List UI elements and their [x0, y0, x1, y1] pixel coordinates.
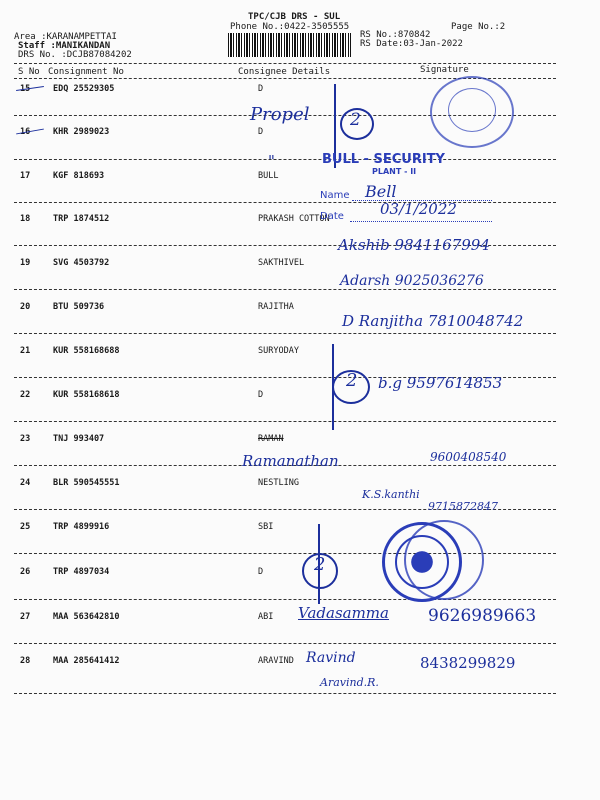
stamp-date-label: Date — [320, 211, 344, 222]
row-consignee: SURYODAY — [258, 346, 299, 356]
handwriting-bull-name: Bell — [365, 182, 397, 201]
row-sno: 27 — [20, 612, 31, 622]
handwriting-row-27-phone: 9626989663 — [428, 606, 537, 626]
handwriting-count: 2 — [346, 370, 358, 391]
stamp-line — [350, 221, 492, 222]
handwriting-ditto: " — [268, 152, 275, 170]
row-sno: 21 — [20, 346, 31, 356]
handwriting-bull-date: 03/1/2022 — [380, 200, 457, 218]
row-consignment: TRP 4899916 — [53, 522, 110, 532]
row-consignment: BLR 590545551 — [53, 478, 120, 488]
row-sno: 25 — [20, 522, 31, 532]
row-consignee: ARAVIND — [258, 656, 294, 666]
handwriting-row-23-name: Ramanathan — [242, 452, 339, 470]
row-sno: 20 — [20, 302, 31, 312]
row-consignment: TNJ 993407 — [53, 434, 105, 444]
handwriting-row-27-name: Vadasamma — [298, 604, 389, 622]
page-number: Page No.:2 — [451, 22, 506, 32]
handwriting-row-20: D Ranjitha 7810048742 — [342, 312, 524, 330]
row-consignee: BULL — [258, 171, 279, 181]
row-consignee: PRAKASH COTTON — [258, 214, 330, 224]
area: Area :KARANAMPETTAI — [14, 32, 117, 42]
drs-number: DRS No. :DCJB87084202 — [18, 50, 132, 60]
row-consignment: TRP 1874512 — [53, 214, 110, 224]
row-sno: 17 — [20, 171, 31, 181]
row-consignee: RAMAN — [258, 434, 284, 444]
divider — [14, 333, 556, 334]
divider — [14, 63, 556, 64]
handwriting-row-28-phone: 8438299829 — [420, 654, 516, 672]
handwriting-row-21: b.g 9597614853 — [378, 374, 503, 392]
handwriting-row-18: Akshib 9841167994 — [338, 236, 490, 254]
divider — [14, 421, 556, 422]
divider — [14, 599, 556, 600]
row-consignee: D — [258, 390, 264, 400]
handwriting-row-24-phone: 9715872847 — [428, 500, 498, 513]
col-sno: S No — [18, 67, 40, 77]
row-sno: 23 — [20, 434, 31, 444]
divider — [14, 202, 556, 203]
company-seal-inner — [448, 88, 496, 132]
row-consignment: SVG 4503792 — [53, 258, 110, 268]
rs-date: RS Date:03-Jan-2022 — [360, 39, 463, 49]
row-consignment: KUR 558168688 — [53, 346, 120, 356]
row-consignment: KGF 818693 — [53, 171, 105, 181]
row-consignment: TRP 4897034 — [53, 567, 110, 577]
row-consignment: KHR 2989023 — [53, 127, 110, 137]
col-consignee: Consignee Details — [238, 67, 331, 77]
row-consignment: BTU 509736 — [53, 302, 105, 312]
handwriting-propel: Propel — [250, 104, 310, 125]
row-consignee: D — [258, 84, 264, 94]
handwriting-row-28-name: Aravind.R. — [320, 676, 379, 689]
phone-number: Phone No.:0422-3505555 — [230, 22, 350, 32]
handwriting-count: 2 — [314, 554, 326, 575]
divider — [14, 643, 556, 644]
row-consignment: KUR 558168618 — [53, 390, 120, 400]
row-sno: 28 — [20, 656, 31, 666]
bank-seal — [404, 520, 484, 600]
row-consignee: RAJITHA — [258, 302, 294, 312]
row-consignment: MAA 563642810 — [53, 612, 120, 622]
handwriting-row-24-name: K.S.kanthi — [362, 488, 420, 501]
col-consignment: Consignment No — [48, 67, 124, 77]
row-consignment: EDQ 25529305 — [53, 84, 115, 94]
row-consignee: NESTLING — [258, 478, 299, 488]
row-sno: 26 — [20, 567, 31, 577]
stamp-plant: PLANT - II — [372, 167, 417, 176]
col-signature: Signature — [420, 65, 469, 75]
barcode — [228, 33, 351, 57]
row-consignee: D — [258, 567, 264, 577]
doc-code: TPC/CJB DRS - SUL — [248, 12, 341, 22]
row-sno: 15 — [20, 84, 31, 94]
handwriting-row-23-phone: 9600408540 — [430, 450, 507, 464]
handwriting-count: 2 — [350, 110, 361, 130]
divider — [14, 159, 556, 160]
bracket-mark — [304, 344, 334, 430]
row-consignee: D — [258, 127, 264, 137]
handwriting-row-19: Adarsh 9025036276 — [340, 273, 484, 289]
row-sno: 19 — [20, 258, 31, 268]
divider — [14, 693, 556, 694]
row-consignment: MAA 285641412 — [53, 656, 120, 666]
stamp-title: BULL - SECURITY — [322, 152, 445, 167]
row-sno: 18 — [20, 214, 31, 224]
row-consignee: SAKTHIVEL — [258, 258, 305, 268]
handwriting-row-28-sign: Ravind — [306, 650, 356, 666]
divider — [14, 289, 556, 290]
row-sno: 22 — [20, 390, 31, 400]
row-sno: 16 — [20, 127, 31, 137]
staff: Staff :MANIKANDAN — [18, 41, 111, 51]
stamp-name-label: Name — [320, 190, 350, 201]
row-consignee: SBI — [258, 522, 274, 532]
row-consignee: ABI — [258, 612, 274, 622]
rs-number: RS No.:870842 — [360, 30, 431, 40]
row-sno: 24 — [20, 478, 31, 488]
